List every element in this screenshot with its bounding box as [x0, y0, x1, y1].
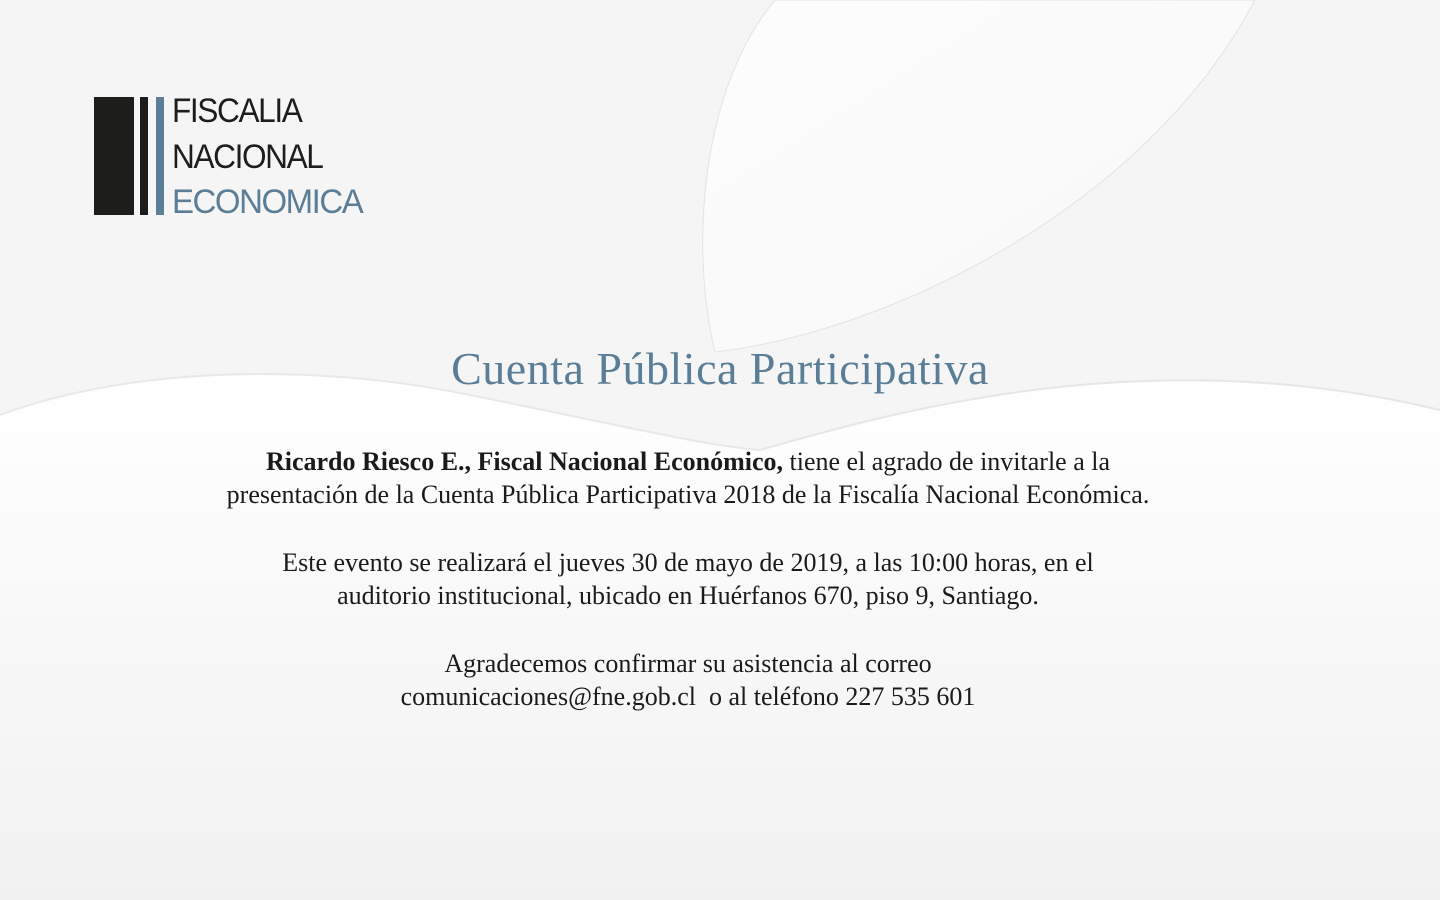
invitation-line-2: presentación de la Cuenta Pública Participativa 2018 de la Fiscalía Nacional Económica. — [226, 480, 1150, 509]
rsvp-paragraph — [0, 647, 1376, 713]
logo-bar-accent — [156, 97, 164, 215]
logo-bar-wide — [94, 97, 134, 215]
invitation-paragraph — [0, 445, 1376, 511]
invitation-text: tiene el agrado de invitarle a la — [783, 447, 1111, 476]
page-title: Cuenta Pública Participativa — [451, 343, 989, 394]
fne-logo — [94, 92, 404, 221]
rsvp-line-1: Agradecemos confirmar su asistencia al correo — [444, 649, 932, 678]
logo-text-fiscalia: FISCALIA — [172, 92, 302, 130]
event-details-paragraph — [0, 546, 1376, 612]
sender-name: Ricardo Riesco E., Fiscal Nacional Económico, — [265, 447, 784, 476]
rsvp-contact-line: comunicaciones@fne.gob.cl o al teléfono 227 535 601 — [400, 682, 976, 711]
invitation-line-1 — [0, 445, 1376, 478]
event-details-line-1: Este evento se realizará el jueves 30 de mayo de 2019, a las 10:00 horas, en el — [282, 548, 1094, 577]
event-details-line-2: auditorio institucional, ubicado en Huérfanos 670, piso 9, Santiago. — [337, 581, 1039, 610]
logo-text-economica: ECONOMICA — [172, 183, 363, 221]
logo-bar-thin — [140, 97, 148, 215]
logo-text-nacional: NACIONAL — [172, 138, 323, 176]
